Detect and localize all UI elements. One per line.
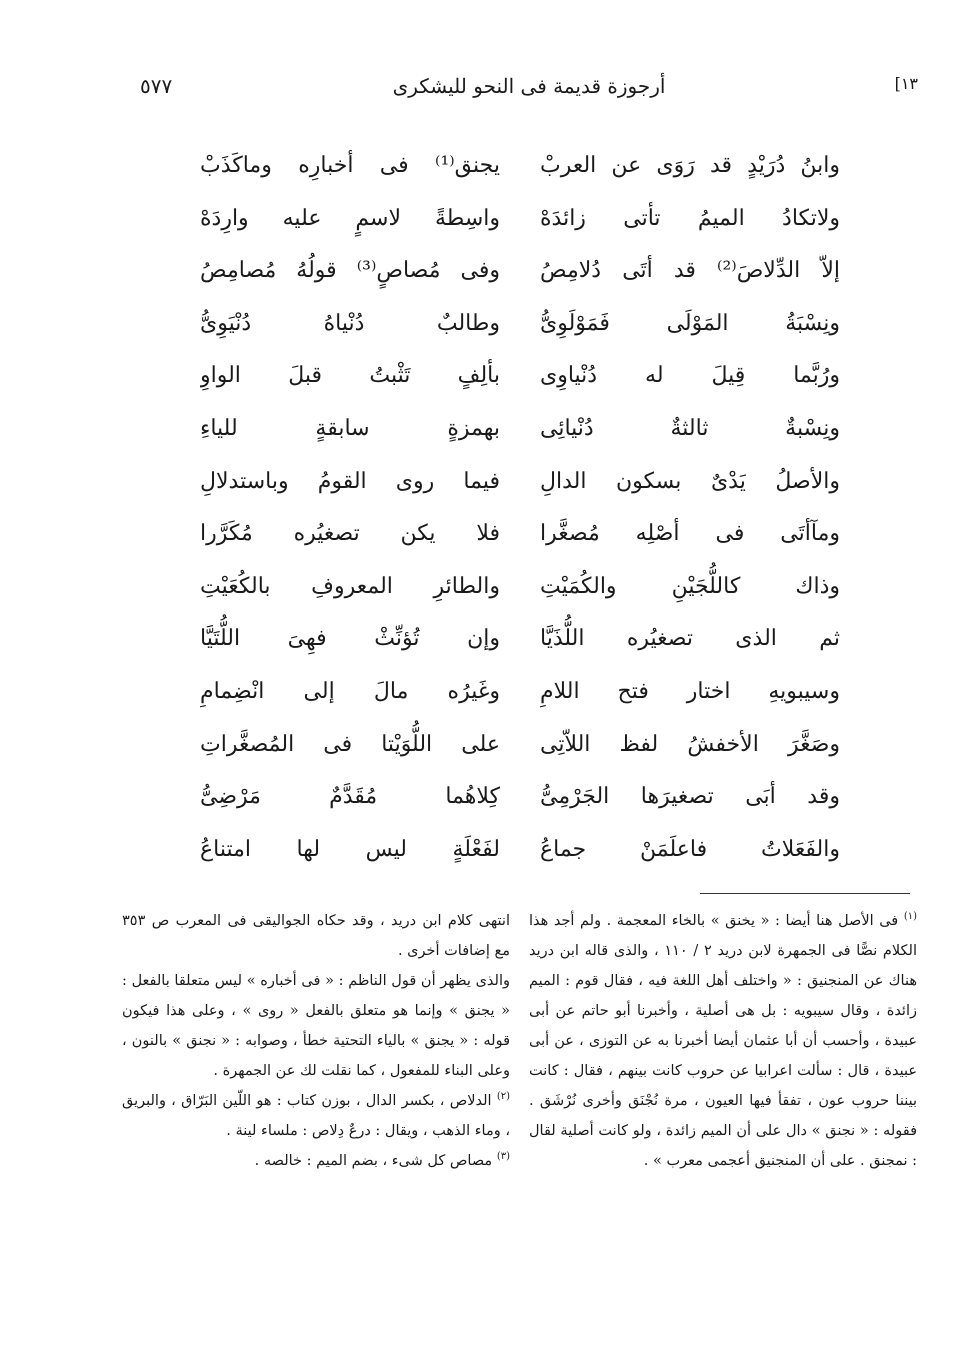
footnotes-left-column [122, 906, 510, 1246]
footnote [122, 1086, 510, 1146]
verse-first-hemistich: ونِسْبةٌ ثالثةٌ دُنْيائِى [540, 415, 840, 441]
verse-second-hemistich: لفَعْلَةٍ ليس لها امتناعُ [200, 836, 500, 862]
footnote-number: (٢) [496, 1091, 510, 1103]
verse-second-hemistich: وطالبٌ دُنْياهُ دُنْيَوِىُّ [200, 310, 500, 336]
verse-first-hemistich: والفَعَلاتُ فاعلَمَنْ جماعُ [540, 836, 840, 862]
verse-line [200, 245, 840, 298]
verse-first-hemistich: وذاك كاللُّجَيْنِ والكُمَيْتِ [540, 573, 840, 599]
verse-second-hemistich: بهمزةٍ سابقةٍ للياءِ [200, 415, 500, 441]
verse-second-hemistich: وفى مُصاصٍ⁽³⁾ قولُهُ مُصامِصُ [200, 258, 500, 284]
footnotes-right-column [529, 906, 917, 1246]
verse-second-hemistich: وغَيرُه مالَ إلى انْضِمامِ [200, 678, 500, 704]
poem-verses [200, 140, 840, 876]
section-marker: [١٣ [894, 74, 918, 93]
verse-first-hemistich: ثم الذى تصغيُره اللُّذَيَّا [540, 626, 840, 652]
verse-first-hemistich: ورُبَّما قِيلَ له دُنْياوِى [540, 363, 840, 389]
verse-second-hemistich: فيما روى القومُ وباستدلالِ [200, 468, 500, 494]
verse-second-hemistich: والطائرِ المعروفِ بالكُعَيْتِ [200, 573, 500, 599]
footnote [529, 906, 917, 1176]
verse-line [200, 666, 840, 719]
verse-line [200, 824, 840, 877]
footnote-continuation [122, 966, 510, 1086]
verse-second-hemistich: بألِفٍ تَثْبتُ قبلَ الواوِ [200, 363, 500, 389]
page-number: ٥٧٧ [140, 74, 173, 98]
verse-second-hemistich: فلا يكن تصغيُره مُكَرَّرا [200, 521, 500, 547]
footnote-divider [700, 893, 910, 894]
footnote-text: انتهى كلام ابن دريد ، وقد حكاه الجواليقى فى المعرب ص ٣٥٣ مع إضافات أخرى . [122, 913, 510, 959]
verse-first-hemistich: ونِسْبَةُ المَوْلَى فَمَوْلَوِىُّ [540, 310, 840, 336]
verse-line [200, 771, 840, 824]
verse-line [200, 403, 840, 456]
verse-line [200, 140, 840, 193]
page-header [140, 74, 918, 108]
verse-line [200, 350, 840, 403]
verse-line [200, 298, 840, 351]
footnote-number: (١) [903, 911, 917, 923]
verse-line [200, 193, 840, 246]
footnotes [122, 906, 917, 1246]
verse-first-hemistich: ومآأتَى فى أصْلِه مُصغَّرا [540, 521, 840, 547]
verse-first-hemistich: وابنُ دُرَيْدٍ قد رَوَى عن العربْ [540, 153, 840, 178]
footnote-text: الدلاص ، بكسر الدال ، بوزن كتاب : هو اللّين البَرّاق ، والبريق ، وماء الذهب ، ويقال : درعٌ دِلاص : ملساء لينة . [122, 1093, 510, 1139]
verse-line [200, 561, 840, 614]
verse-first-hemistich: وسيبويهِ اختار فتح اللامِ [540, 678, 840, 704]
verse-second-hemistich: كِلاهُما مُقَدَّمٌ مَرْضِىُّ [200, 784, 500, 810]
verse-second-hemistich: وإن تُؤنِّثْ فهِىَ اللُّتَيَّا [200, 626, 500, 652]
verse-second-hemistich: يجنق⁽¹⁾ فى أخبارِه وماكَذَبْ [200, 153, 500, 178]
verse-line [200, 613, 840, 666]
verse-line [200, 719, 840, 772]
footnote-number: (٣) [496, 1151, 510, 1163]
verse-line [200, 456, 840, 509]
verse-first-hemistich: ولاتكادُ الميمُ تأتى زائدَهْ [540, 205, 840, 231]
verse-second-hemistich: واسِطةً لاسمٍ عليه وارِدَهْ [200, 205, 500, 231]
verse-first-hemistich: والأصلُ يَدْىٌ بسكون الدالِ [540, 468, 840, 494]
footnote-continuation [122, 906, 510, 966]
verse-first-hemistich: وصَغَّرَ الأخفشُ لفظ اللاّتِى [540, 731, 840, 757]
footnote [122, 1146, 510, 1176]
verse-second-hemistich: على اللُّوَيْتا فى المُصغَّراتِ [200, 731, 500, 757]
footnote-text: والذى يظهر أن قول الناظم : « فى أخباره » ليس متعلقا بالفعل : « يجنق » وإنما هو متعلق بالفعل « روى » ، وعلى هذا فيكون قوله : « يجنق » بالياء التحتية خطأ ، وصوابه : « نجنق » بالنون ، وعلى البناء للمفعول ، كما نقلت لك عن الجمهرة . [122, 973, 510, 1079]
verse-line [200, 508, 840, 561]
verse-first-hemistich: إلاّ الدِّلاصَ⁽²⁾ قد أتَى دُلامِصُ [540, 258, 840, 284]
footnote-text: مصاص كل شىء ، بضم الميم : خالصه . [254, 1153, 493, 1169]
running-title: أرجوزة قديمة فى النحو لليشكرى [392, 74, 666, 98]
verse-first-hemistich: وقد أبَى تصغيرَها الجَرْمِىُّ [540, 784, 840, 810]
footnote-text: فى الأصل هنا أيضا : « يخنق » بالخاء المعجمة . ولم أجد هذا الكلام نصًّا فى الجمهرة لابن دريد ٢ / ١١٠ ، والذى قاله ابن دريد هناك عن المنجنيق : « واختلف أهل اللغة فيه ، فقال قوم : الميم زائدة ، وقال سيبويه : بل هى أصلية ، وأخبرنا أبو حاتم عن أبى عبيدة ، وأحسب أن أبا عثمان أيضا أخبرنا به عن التوزى ، عن أبى عبيدة ، قال : سألت اعرابيا عن حروب كانت بينهم ، فقال : كانت بيننا حروب عون ، تفقأ فيها العيون ، مرة نُجْنَق وأخرى نُرْشَق . فقوله : « نجنق » دال على أن الميم زائدة ، ولو كانت أصلية لقال : نمجنق . على أن المنجنيق أعجمى معرب » . [529, 913, 917, 1169]
